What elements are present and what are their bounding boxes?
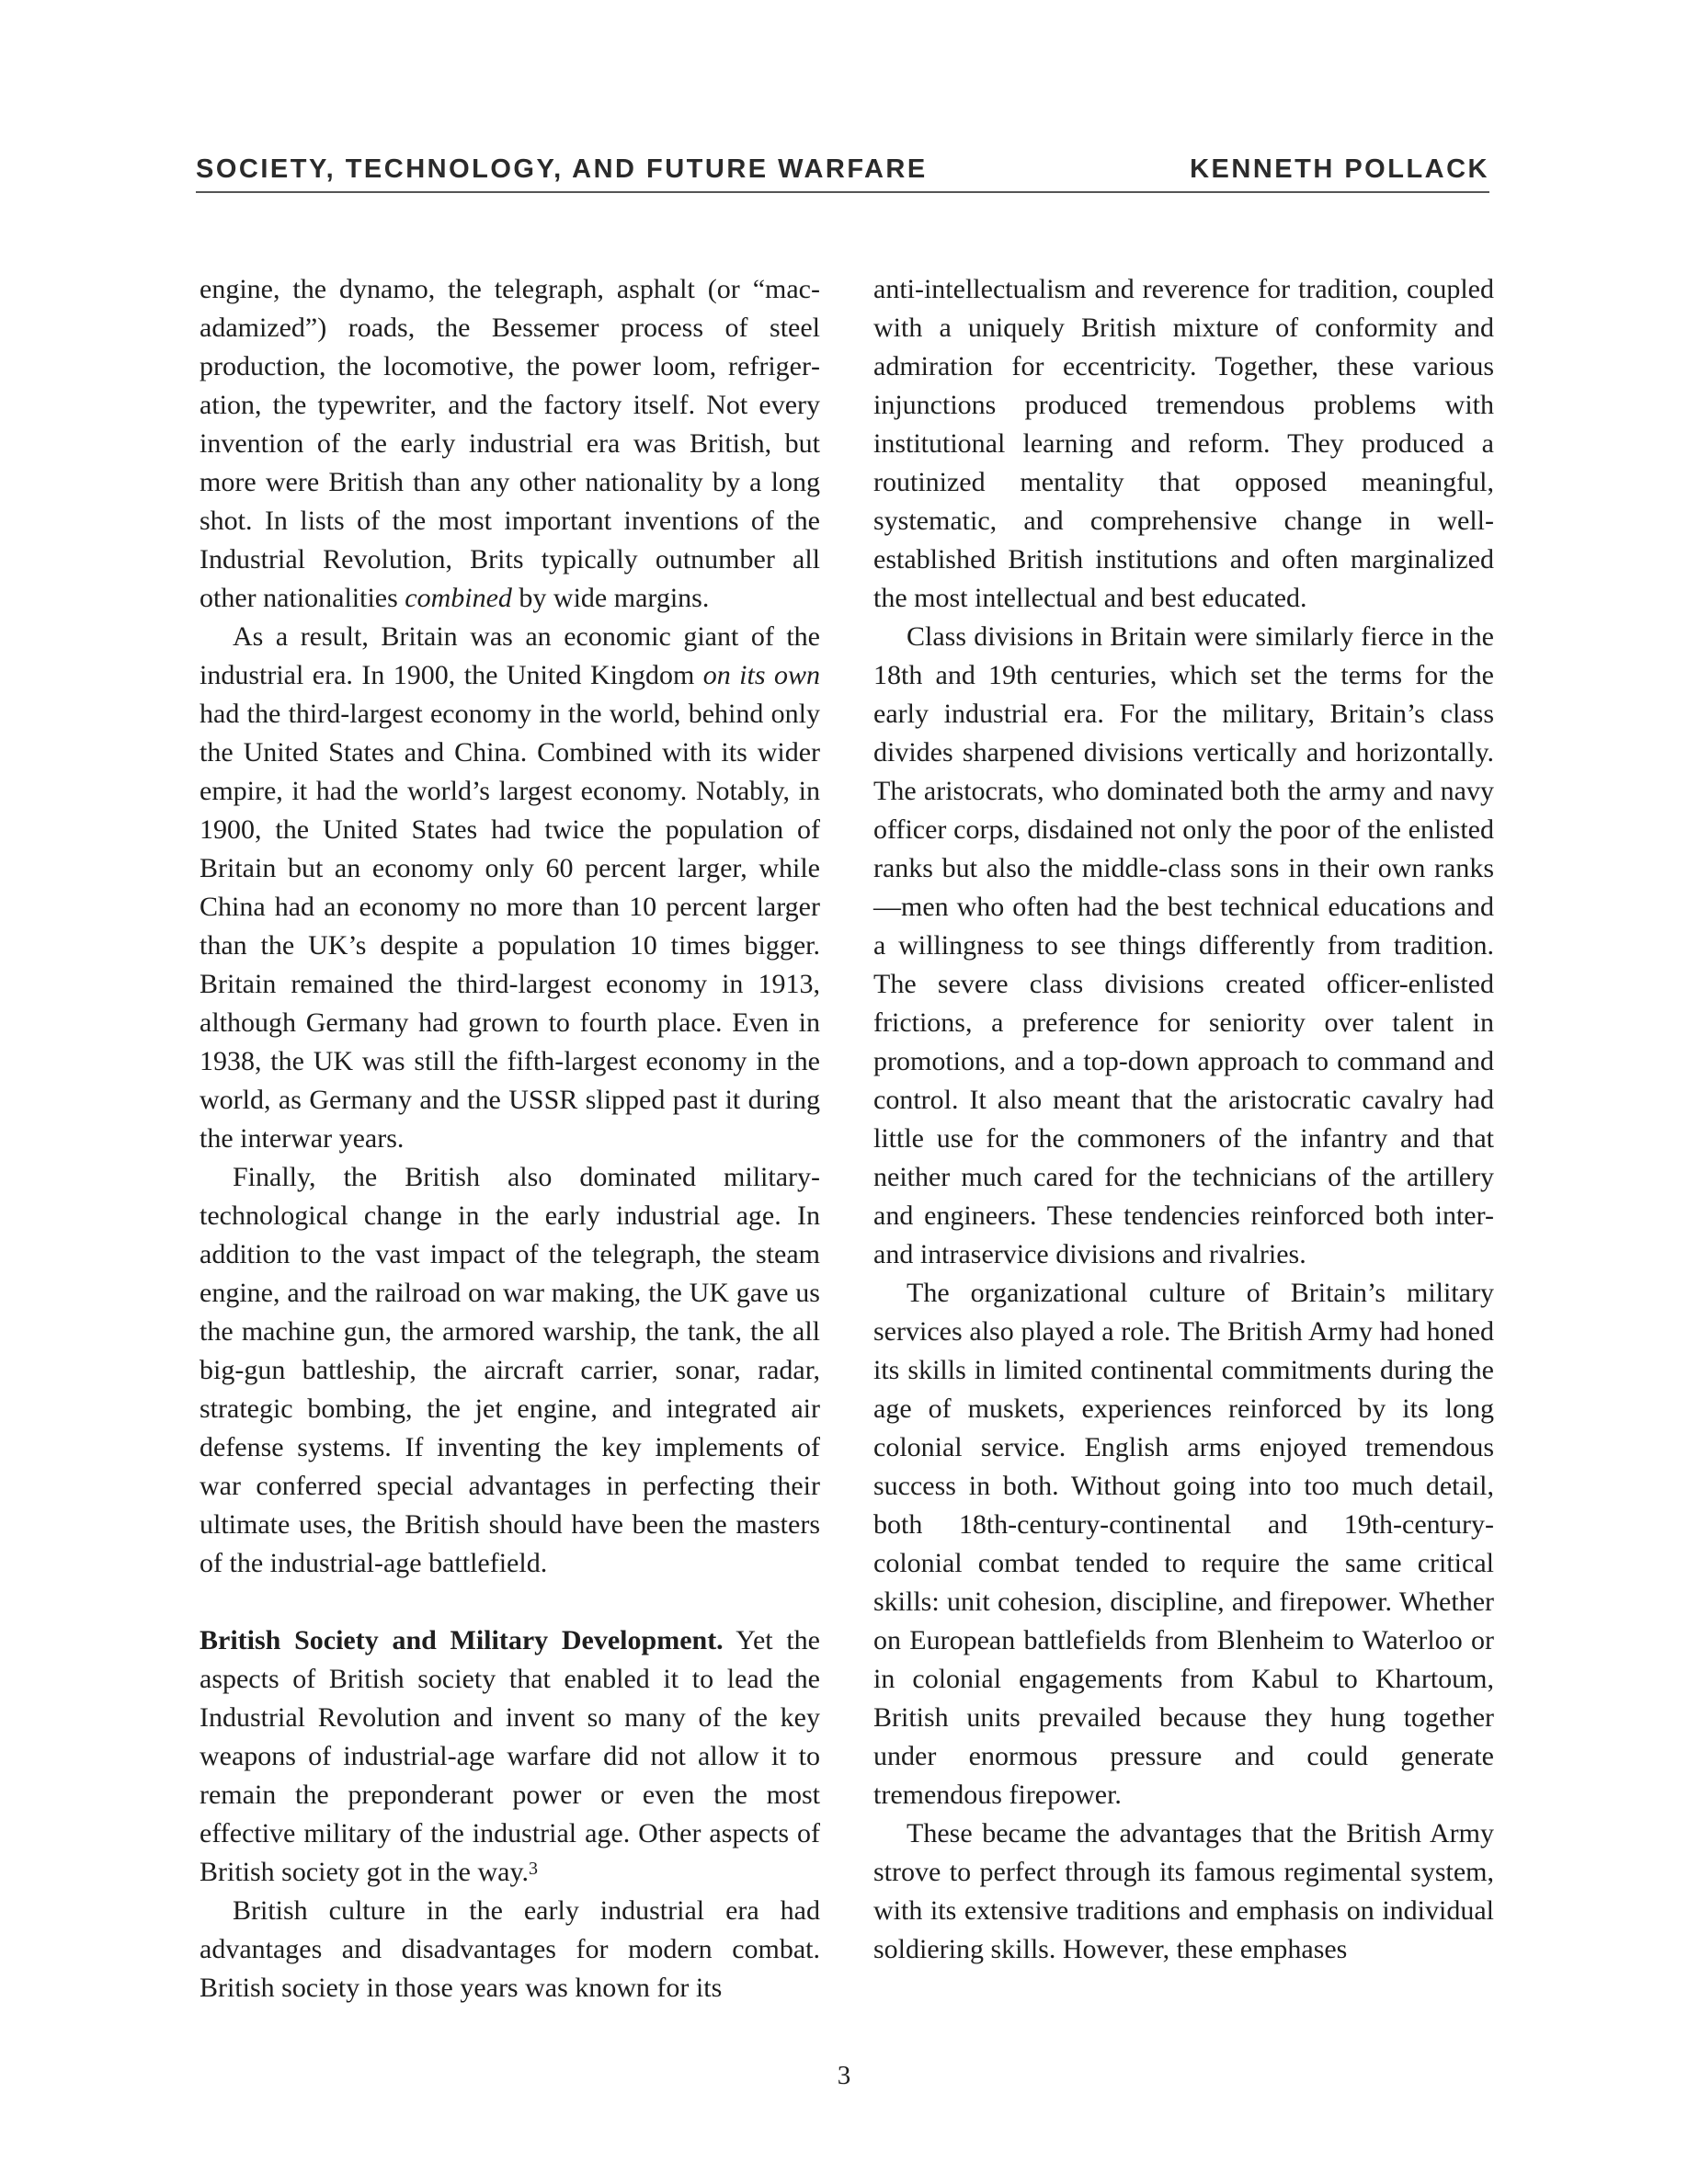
emphasis-text: on its own xyxy=(702,660,820,690)
emphasis-text: combined xyxy=(405,583,512,613)
footnote-ref[interactable]: 3 xyxy=(529,1859,539,1879)
paragraph-text: Class divisions in Britain were similarly fierce in the 18th and 19th centuries, which set the terms for the early industrial era. For the military, Britain’s class divides sharpened divisions vertically and horizontally. The aristocrats, who dominated both the army and navy officer corps, disdained not only the poor of the enlisted ranks but also the middle-class sons in their own ranks—men who often had the best technical educations and a willingness to see things differently from tradition. The severe class divisions created officer-enlisted frictions, a preference for seniority over talent in promotions, and a top-down approach to command and control. It also meant that the aristocratic cavalry had little use for the commoners of the infantry and that neither much cared for the technicians of the artillery and engineers. These tendencies reinforced both inter- and intraservice divisions and rivalries. xyxy=(873,621,1494,1269)
paragraph xyxy=(873,1274,1494,1814)
author-name: KENNETH POLLACK xyxy=(1190,154,1489,184)
paragraph xyxy=(200,618,820,1158)
paragraph xyxy=(873,270,1494,618)
paragraph xyxy=(873,618,1494,1274)
paragraph xyxy=(873,1814,1494,1969)
paragraph-text: anti-intellectualism and reverence for tradition, coupled with a uniquely British mixture of conformity and admiration for eccentricity. Together, these various injunctions produced tremendous problems with institutional learning and reform. They produced a routinized mentality that opposed meaningful, systematic, and comprehensive change in well-established British institutions and often marginalized the most intellectual and best educated. xyxy=(873,274,1494,613)
section-paragraph xyxy=(200,1621,820,1892)
right-column xyxy=(873,270,1494,1969)
paragraph xyxy=(200,1158,820,1583)
paragraph-text: had the third-largest economy in the world, behind only the United States and China. Combined with its wider empire, it had the world’s largest economy. Notably, in 1900, the United States had twice the population of Britain but an economy only 60 percent larger, while China had an economy no more than 10 percent larger than the UK’s despite a population 10 times bigger. Britain remained the third-largest economy in 1913, although Germany had grown to fourth place. Even in 1938, the UK was still the fifth-largest economy in the world, as Germany and the USSR slipped past it during the interwar years. xyxy=(200,699,820,1154)
running-title: SOCIETY, TECHNOLOGY, AND FUTURE WARFARE xyxy=(196,154,928,184)
paragraph-text: engine, the dynamo, the telegraph, asphalt (or “macadamized”) roads, the Bessemer process of steel production, the locomotive, the power loom, refrigeration, the typewriter, and the factory itself. Not every invention of the early industrial era was British, but more were British than any other nationality by a long shot. In lists of the most important inventions of the Industrial Revolution, Brits typically outnumber all other nationalities xyxy=(200,274,820,613)
paragraph-text: British culture in the early industrial era had advantages and disadvantages for modern combat. British society in those years was known for its xyxy=(200,1895,820,2003)
section-heading: British Society and Military Development. xyxy=(200,1625,724,1655)
paragraph-text: Finally, the British also dominated military-technological change in the early industrial age. In addition to the vast impact of the telegraph, the steam engine, and the railroad on war making, the UK gave us the machine gun, the armored warship, the tank, the all big-gun battleship, the aircraft carrier, sonar, radar, strategic bombing, the jet engine, and integrated air defense systems. If inventing the key implements of war conferred special advantages in perfecting their ultimate uses, the British should have been the masters of the industrial-age battlefield. xyxy=(200,1162,820,1578)
paragraph-text: Yet the aspects of British society that enabled it to lead the Industrial Revolution and invent so many of the key weapons of industrial-age warfare did not allow it to remain the preponderant power or even the most effective military of the industrial age. Other aspects of British society got in the way. xyxy=(200,1625,820,1887)
paragraph-text: As a result, Britain was an economic giant of the industrial era. In 1900, the United Kingdom xyxy=(200,621,820,690)
page-number: 3 xyxy=(837,2061,851,2090)
paragraph-text: by wide margins. xyxy=(511,583,710,613)
running-header xyxy=(196,147,1489,193)
paragraph xyxy=(200,1892,820,2008)
left-column xyxy=(200,270,820,2008)
paragraph-text: These became the advantages that the British Army strove to perfect through its famous regimental system, with its extensive traditions and emphasis on individual soldiering skills. However, these emphases xyxy=(873,1818,1494,1964)
paragraph xyxy=(200,270,820,618)
paragraph-text: The organizational culture of Britain’s military services also played a role. The British Army had honed its skills in limited continental commitments during the age of muskets, experiences reinforced by its long colonial service. English arms enjoyed tremendous success in both. Without going into too much detail, both 18th-century-continental and 19th-century-colonial combat tended to require the same critical skills: unit cohesion, discipline, and firepower. Whether on European battlefields from Blenheim to Waterloo or in colonial engagements from Kabul to Khartoum, British units prevailed because they hung together under enormous pressure and could generate tremendous firepower. xyxy=(873,1278,1494,1810)
